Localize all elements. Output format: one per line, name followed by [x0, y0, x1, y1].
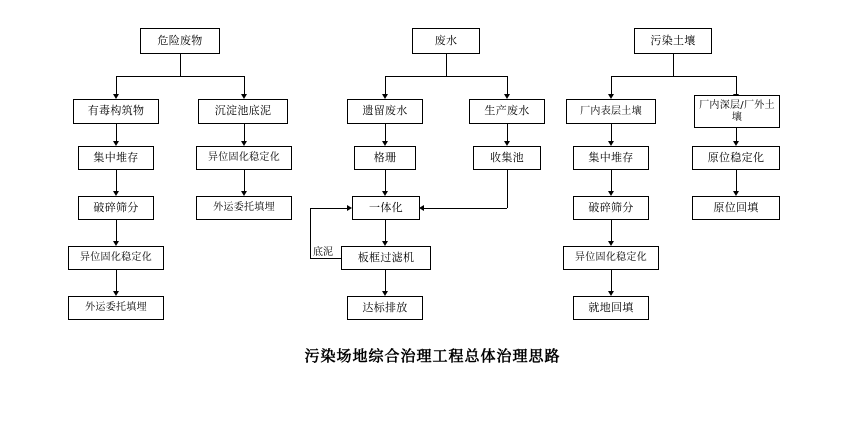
edge-hazardous-stem [180, 54, 181, 76]
edge-wastewater-split [385, 76, 507, 77]
node-hazardous-waste: 危险废物 [140, 28, 220, 54]
node-toxic-structure: 有毒构筑物 [73, 99, 159, 124]
edge-collection-down [507, 170, 508, 208]
edge-hazardous-split [116, 76, 244, 77]
node-integrated-treatment: 一体化 [352, 196, 420, 220]
node-insitu-stabilization: 原位稳定化 [692, 146, 780, 170]
node-onsite-backfill: 就地回填 [573, 296, 649, 320]
edge-wastewater-right-drop [507, 76, 508, 95]
edge-production-to-collection [507, 124, 508, 142]
node-production-wastewater: 生产废水 [469, 99, 545, 124]
node-grille: 格珊 [354, 146, 416, 170]
edge-solidify-to-landfill-2 [244, 170, 245, 192]
node-surface-soil: 厂内表层土壤 [566, 99, 656, 124]
edge-soil-left-drop [611, 76, 612, 95]
edge-sludge-to-solidify-2 [244, 124, 245, 142]
edge-collection-to-integrated [424, 208, 507, 209]
edge-soil-split [611, 76, 736, 77]
node-compliant-discharge: 达标排放 [347, 296, 423, 320]
edge-soil-stem [673, 54, 674, 76]
edge-grille-to-integrated [385, 170, 386, 192]
node-sedimentation-sludge: 沉淀池底泥 [198, 99, 288, 124]
edge-insitu-to-backfill [736, 170, 737, 192]
node-ex-situ-solidification-1: 异位固化稳定化 [68, 246, 164, 270]
node-contaminated-soil: 污染土壤 [634, 28, 712, 54]
arrow-sludge-return-to-integrated [347, 205, 352, 211]
edge-wastewater-stem [446, 54, 447, 76]
edge-crush-to-solidify-1 [116, 220, 117, 242]
edge-hazardous-left-drop [116, 76, 117, 95]
diagram-caption: 污染场地综合治理工程总体治理思路 [304, 347, 561, 365]
edge-filter-to-discharge [385, 270, 386, 292]
edge-storage-to-crush-2 [611, 170, 612, 192]
edge-soil-right-drop [736, 76, 737, 95]
node-central-storage-2: 集中堆存 [573, 146, 649, 170]
edge-sludge-return-up [310, 208, 311, 258]
node-offsite-landfill-2: 外运委托填埋 [196, 196, 292, 220]
edge-surface-to-storage [611, 124, 612, 142]
edge-storage-to-crush-1 [116, 170, 117, 192]
edge-integrated-to-filter [385, 220, 386, 242]
edge-deep-to-insitu [736, 128, 737, 142]
node-central-storage-1: 集中堆存 [78, 146, 154, 170]
node-collection-tank: 收集池 [473, 146, 541, 170]
edge-solidify-to-landfill-1 [116, 270, 117, 292]
edge-crush-to-solidify-3 [611, 220, 612, 242]
edge-hazardous-right-drop [244, 76, 245, 95]
edge-wastewater-left-drop [385, 76, 386, 95]
node-plate-filter: 板框过滤机 [341, 246, 431, 270]
node-crush-screen-1: 破碎筛分 [78, 196, 154, 220]
node-ex-situ-solidification-2: 异位固化稳定化 [196, 146, 292, 170]
node-ex-situ-solidification-3: 异位固化稳定化 [563, 246, 659, 270]
node-deep-offsite-soil: 厂内深层/厂外土壤 [694, 95, 780, 128]
edge-residual-to-grille [385, 124, 386, 142]
node-insitu-backfill: 原位回填 [692, 196, 780, 220]
edge-solidify-to-backfill [611, 270, 612, 292]
edge-sludge-return-in [310, 208, 347, 209]
edge-sludge-return-out [310, 258, 341, 259]
node-crush-screen-2: 破碎筛分 [573, 196, 649, 220]
node-residual-wastewater: 遗留废水 [347, 99, 423, 124]
edge-label-sludge: 底泥 [313, 247, 333, 258]
edge-toxic-to-storage [116, 124, 117, 142]
node-wastewater: 废水 [412, 28, 480, 54]
node-offsite-landfill-1: 外运委托填埋 [68, 296, 164, 320]
